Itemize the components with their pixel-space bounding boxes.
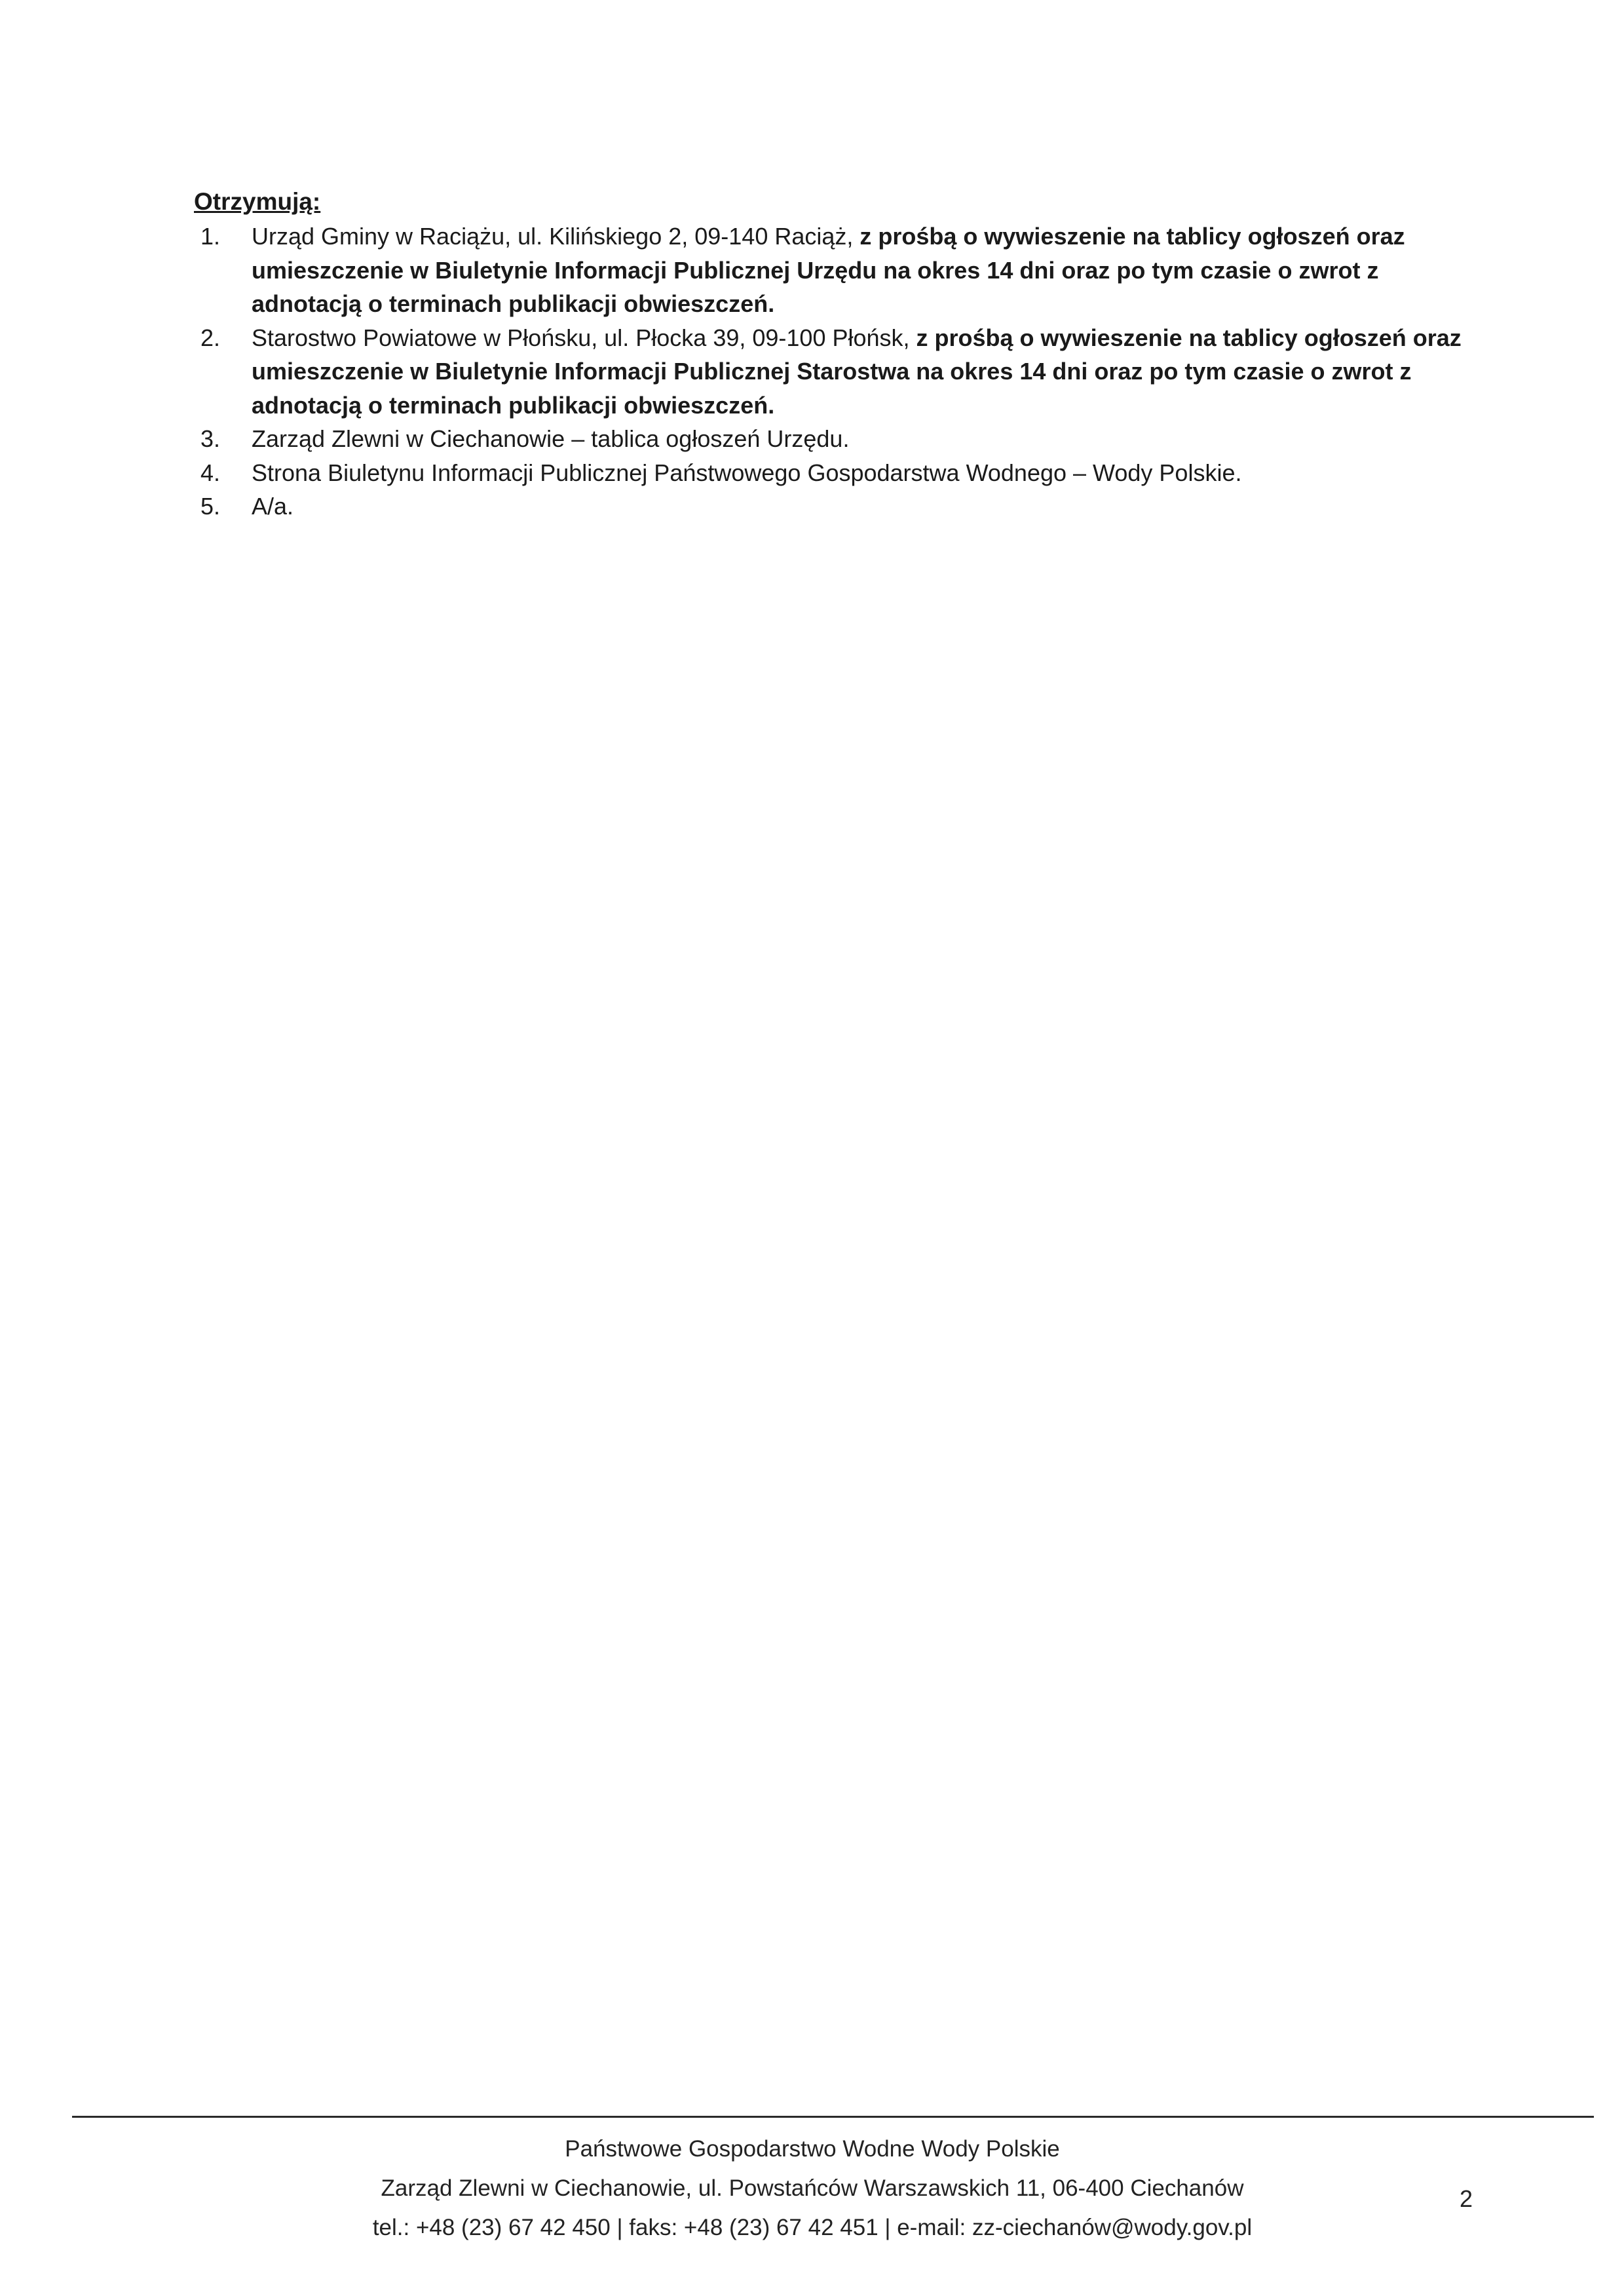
recipient-item-1	[194, 220, 1465, 321]
recipient-item-5	[194, 489, 1465, 524]
list-number: 4.	[200, 459, 221, 486]
list-number: 3.	[200, 425, 221, 452]
recipient-item-3	[194, 422, 1465, 456]
recipients-list	[194, 220, 1465, 524]
footer-divider	[72, 2116, 1594, 2118]
footer-organization: Państwowe Gospodarstwo Wodne Wody Polskie	[565, 2136, 1060, 2162]
footer-contact: tel.: +48 (23) 67 42 450 | faks: +48 (23) 67 42 451 | e-mail: zz-ciechanów@wody.gov.pl	[372, 2215, 1253, 2240]
recipient-request: z prośbą o wywieszenie na tablicy ogłoszeń oraz umieszczenie w Biuletynie Informacji Publicznej Urzędu na okres 14 dni oraz po tym czasie o zwrot z adnotacją o terminach publikacji obwieszczeń.	[252, 223, 1405, 317]
footer	[183, 2130, 1441, 2248]
recipient-text: Zarząd Zlewni w Ciechanowie – tablica ogłoszeń Urzędu.	[252, 425, 850, 452]
recipient-address: Starostwo Powiatowe w Płońsku, ul. Płocka 39, 09-100 Płońsk,	[252, 324, 916, 351]
recipient-item-2	[194, 321, 1465, 423]
recipient-text: A/a.	[252, 493, 294, 520]
recipients-heading: Otrzymują:	[194, 188, 321, 215]
list-number: 1.	[200, 223, 221, 250]
list-number: 2.	[200, 324, 221, 351]
page-number: 2	[1460, 2185, 1473, 2212]
recipient-address: Urząd Gminy w Raciążu, ul. Kilińskiego 2, 09-140 Raciąż,	[252, 223, 860, 250]
footer-address: Zarząd Zlewni w Ciechanowie, ul. Powstańców Warszawskich 11, 06-400 Ciechanów	[381, 2175, 1244, 2201]
recipients-section	[194, 187, 1465, 524]
recipient-request: z prośbą o wywieszenie na tablicy ogłoszeń oraz umieszczenie w Biuletynie Informacji Publicznej Starostwa na okres 14 dni oraz po tym czasie o zwrot z adnotacją o terminach publikacji obwieszczeń.	[252, 324, 1462, 419]
list-number: 5.	[200, 493, 221, 520]
recipient-text: Strona Biuletynu Informacji Publicznej Państwowego Gospodarstwa Wodnego – Wody Polskie.	[252, 459, 1242, 486]
recipient-item-4	[194, 456, 1465, 490]
